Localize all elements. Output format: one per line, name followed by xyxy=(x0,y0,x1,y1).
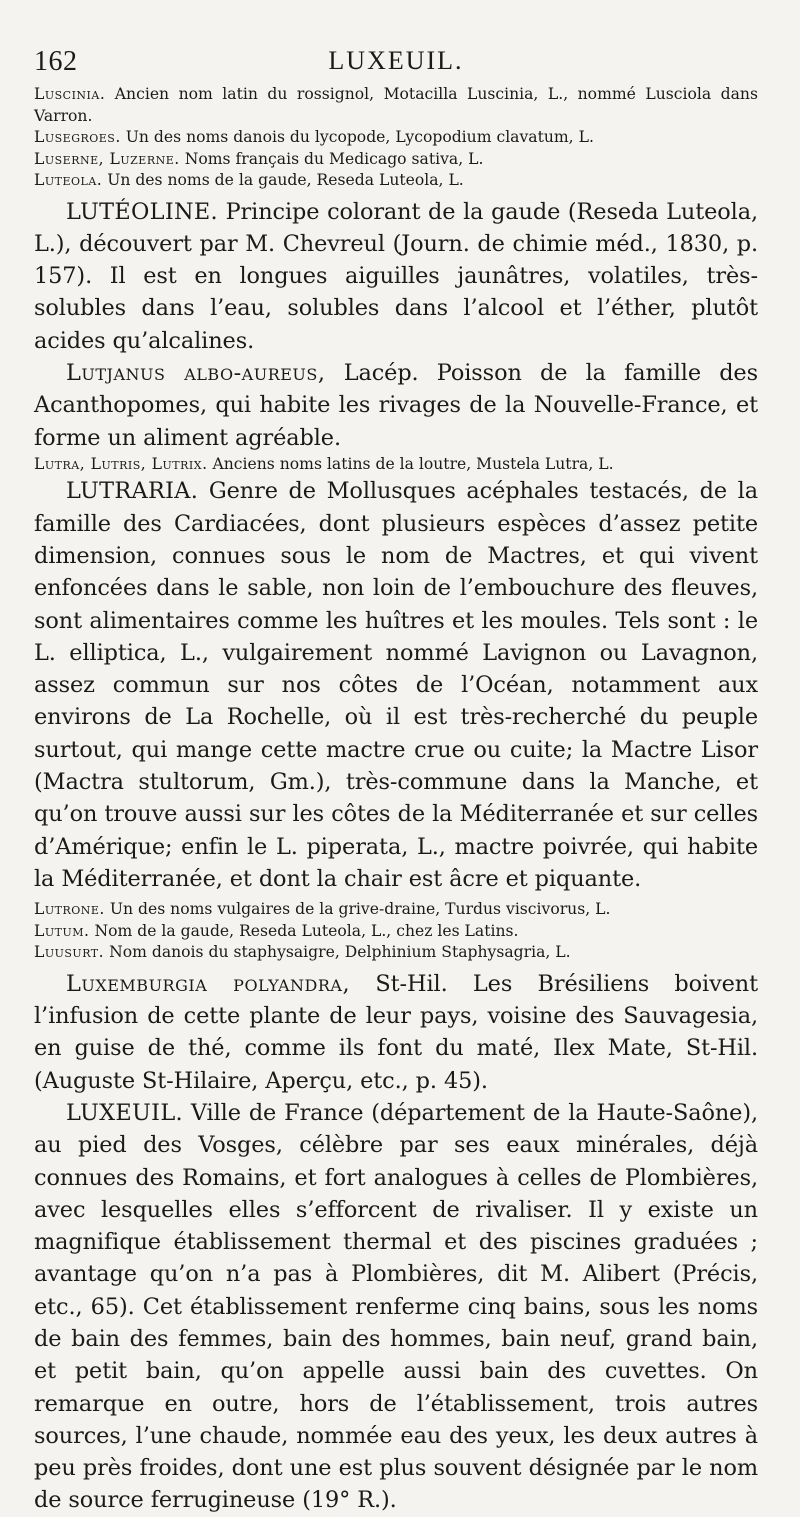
running-head: LUXEUIL. xyxy=(328,46,464,75)
entry-text: Un des noms vulgaires de la grive-draine, Turdus viscivorus, L. xyxy=(109,900,611,919)
entry-luxeuil xyxy=(34,1097,758,1517)
entry-head: Luserne, Luzerne. xyxy=(34,149,180,168)
entry-head: Lutjanus albo-aureus, xyxy=(66,359,326,386)
entry-head: Lusegroes. xyxy=(34,128,121,146)
entry-head: Lutum. xyxy=(34,921,90,940)
entry-luscinia xyxy=(34,84,758,127)
entry-head: LUXEUIL. xyxy=(66,1099,183,1126)
entry-text: Noms français du Medicago sativa, L. xyxy=(184,149,484,168)
entry-head: Lutrone. xyxy=(34,900,105,919)
entry-text: Genre de Mollusques acéphales testacés, de la famille des Cardiacées, dont plusieurs espèces d’assez petite dimension, connues sous le nom de Mactres, et qui vivent enfoncées dans le sable, non loin de l’embouchure des fleuves, sont alimentaires comme les huîtres et les moules. Tels sont : le L. elliptica, L., vulgairement nommé Lavignon ou Lavagnon, assez commun sur nos côtes de l’Océan, notamment aux environs de La Rochelle, où il est très-recherché du peuple surtout, qui mange cette mactre crue ou cuite; la Mactre Lisor (Mactra stultorum, Gm.), très-commune dans la Manche, et qu’on trouve aussi sur les côtes de la Méditerranée et sur celles d’Amérique; enfin le L. piperata, L., mactre poivrée, qui habite la Méditerranée, et dont la chair est âcre et piquante. xyxy=(34,478,758,892)
entry-lutum xyxy=(34,921,758,943)
entry-lutjanus xyxy=(34,357,758,454)
entry-text: Lacép. Poisson de la famille des Acanthopomes, qui habite les rivages de la Nouvelle-France, et forme un aliment agréable. xyxy=(34,359,758,451)
entry-luusurt xyxy=(34,942,758,964)
entry-text: Nom de la gaude, Reseda Luteola, L., chez les Latins. xyxy=(94,921,519,940)
entry-luteola xyxy=(34,170,758,192)
entry-head: Luscinia. xyxy=(34,85,106,103)
entry-lutrone xyxy=(34,899,758,921)
entry-lutraria xyxy=(34,475,758,895)
entry-lusegroes xyxy=(34,127,758,149)
entry-head: Luteola. xyxy=(34,171,103,189)
entry-text: Anciens noms latins de la loutre, Mustela Lutra, L. xyxy=(212,454,614,473)
entry-head: LUTÉOLINE. xyxy=(66,198,218,225)
entry-head: Luusurt. xyxy=(34,943,105,962)
entry-text: Principe colorant de la gaude (Reseda Luteola, L.), découvert par M. Chevreul (Journ. de chimie méd., 1830, p. 157). Il est en longues aiguilles jaunâtres, volatiles, très-solubles dans l’eau, solubles dans l’alcool et l’éther, plutôt acides qu’alcalines. xyxy=(34,198,758,354)
page-number: 162 xyxy=(34,46,78,77)
entry-head: Lutra, Lutris, Lutrix. xyxy=(34,454,208,473)
entry-head: LUTRARIA. xyxy=(66,478,199,505)
entry-luserne xyxy=(34,149,758,171)
entry-text: Un des noms danois du lycopode, Lycopodium clavatum, L. xyxy=(125,128,594,146)
entry-luteoline xyxy=(34,196,758,357)
entry-head: Luxemburgia polyandra, xyxy=(66,970,351,997)
entry-text: Un des noms de la gaude, Reseda Luteola, L. xyxy=(107,171,464,189)
entry-text: Nom danois du staphysaigre, Delphinium Staphysagria, L. xyxy=(109,943,571,962)
entry-text: Ville de France (département de la Haute-Saône), au pied des Vosges, célèbre par ses eaux minérales, déjà connues des Romains, et fort analogues à celles de Plombières, avec lesquelles elles s’efforcent de rivaliser. Il y existe un magnifique établissement thermal et des piscines graduées ; avantage qu’on n’a pas à Plombières, dit M. Alibert (Précis, etc., 65). Cet établissement renferme cinq bains, sous les noms de bain des femmes, bain des hommes, bain neuf, grand bain, et petit bain, qu’on appelle aussi bain des cuvettes. On remarque en outre, hors de l’établissement, trois autres sources, l’une chaude, nommée eau des yeux, les deux autres à peu près froides, dont une est plus souvent désignée par le nom de source ferrugineuse (19° R.). xyxy=(34,1099,758,1514)
page-header xyxy=(34,38,758,82)
entry-text: St-Hil. Les Brésiliens boivent l’infusion de cette plante de leur pays, voisine des Sauvagesia, en guise de thé, comme ils font du maté, Ilex Mate, St-Hil. (Auguste St-Hilaire, Aperçu, etc., p. 45). xyxy=(34,970,758,1094)
entry-luxemburgia xyxy=(34,968,758,1097)
entry-text: Ancien nom latin du rossignol, Motacilla Luscinia, L., nommé Lusciola dans Varron. xyxy=(34,85,758,125)
entry-lutra xyxy=(34,454,758,476)
